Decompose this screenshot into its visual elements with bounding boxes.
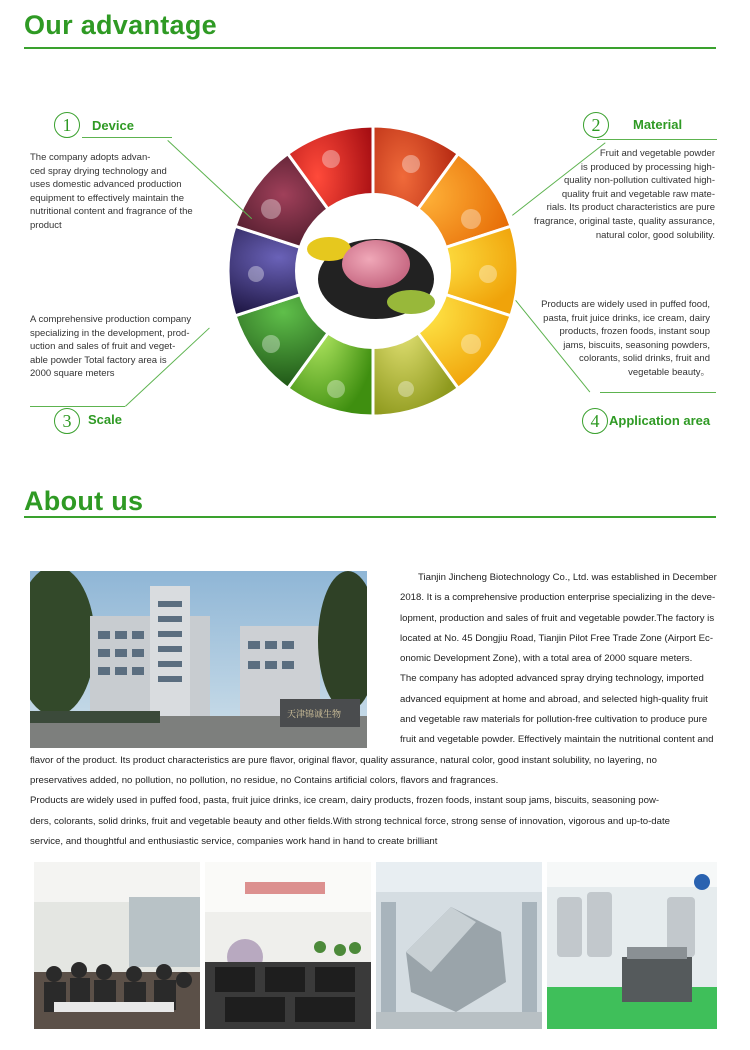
about-line: 2018. It is a comprehensive production enterprise specializing in the deve- [400, 592, 716, 604]
connector-line [600, 392, 716, 393]
material-description: Fruit and vegetable powder is produced by processing high- quality non-pollution cultivated high- quality fruit and vegetable raw mate- rials. Its product characteristics are pure fragrance, original taste, quality assurance, natural color, good solubility. [533, 148, 715, 241]
number-badge-1: 1 [54, 112, 80, 138]
section-rule [24, 47, 716, 49]
section-title-about: About us [24, 486, 144, 516]
mixing-machine-photo [376, 862, 542, 1029]
office-meeting-photo [34, 862, 200, 1029]
about-line: fruit and vegetable powder. Effectively maintain the nutritional content and [400, 734, 714, 746]
application-description: Products are widely used in puffed food, pasta, fruit juice drinks, ice cream, dairy products, frozen foods, instant soup jams, biscuits, seasoning powders, colorants, solid drinks, fruit and vegetable beauty。 [541, 299, 710, 378]
section-title-advantage: Our advantage [24, 10, 217, 40]
about-line: advanced equipment at home and abroad, and selected high-quality fruit [400, 693, 708, 705]
about-text [30, 568, 720, 852]
about-line: The company has adopted advanced spray drying technology, imported [400, 673, 704, 685]
material-label: Material [633, 117, 683, 132]
connector-line [30, 406, 125, 407]
production-line-photo [547, 862, 717, 1029]
about-line: onomic Development Zone), with a total area of 2000 square meters. [400, 653, 693, 665]
section-rule [24, 516, 716, 518]
scale-description: A comprehensive production company specializing in the development, prod- uction and sales of fruit and veget- able powder Total factory area is 2000 square meters [30, 314, 192, 380]
number-badge-4: 4 [582, 408, 608, 434]
factory-sign-text: 天津锦诚生物 [287, 710, 342, 720]
office-workspace-photo [205, 862, 371, 1029]
device-description: The company adopts advan- ced spray drying technology and uses domestic advanced production equipment to effectively maintain the nutritional content and fragrance of the product [30, 152, 193, 231]
fruit-powder-wheel-image [226, 124, 520, 418]
device-label: Device [92, 118, 134, 133]
number-badge-2: 2 [583, 112, 609, 138]
connector-line [82, 137, 172, 138]
connector-line [597, 139, 717, 140]
scale-label: Scale [88, 412, 122, 427]
about-line: and vegetable raw materials for pollution-free cultivation to produce pure [400, 714, 708, 726]
about-line: preservatives added, no pollution, no pollution, no residue, no Contains artificial colors, flavors and fragrances. [30, 774, 499, 786]
about-line: flavor of the product. Its product characteristics are pure flavor, original flavor, quality assurance, natural color, good instant solubility, no layering, no [30, 754, 657, 766]
about-line: service, and thoughtful and enthusiastic service, companies work hand in hand to create brilliant [30, 835, 438, 847]
about-line: Tianjin Jincheng Biotechnology Co., Ltd. was established in December [418, 572, 717, 583]
about-line: Products are widely used in puffed food, pasta, fruit juice drinks, ice cream, dairy products, frozen foods, instant soup jams, biscuits, seasoning pow- [30, 795, 660, 807]
number-badge-3: 3 [54, 408, 80, 434]
application-label: Application area [609, 413, 711, 428]
about-line: ders, colorants, solid drinks, fruit and vegetable beauty and other fields.With strong technical force, strong sense of innovation, vigorous and up-to-date [30, 815, 670, 827]
about-line: lopment, production and sales of fruit and vegetable powder.The factory is [400, 612, 715, 624]
about-line: located at No. 45 Dongjiu Road, Tianjin Pilot Free Trade Zone (Airport Ec- [400, 632, 714, 644]
